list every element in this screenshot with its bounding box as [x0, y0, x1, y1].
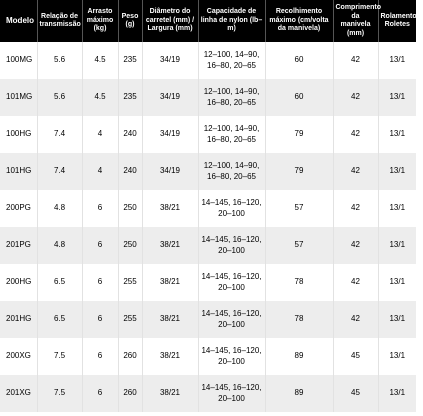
cell-model: 101HG — [0, 153, 37, 190]
cell-spool-size: 38/21 — [142, 338, 198, 375]
cell-handle-length: 42 — [333, 153, 378, 190]
cell-handle-length: 42 — [333, 227, 378, 264]
cell-model: 200PG — [0, 190, 37, 227]
cell-max-drag: 6 — [82, 190, 118, 227]
cell-line-capacity — [198, 227, 265, 264]
cell-handle-length: 42 — [333, 264, 378, 301]
cell-line-capacity — [198, 116, 265, 153]
capacity-line: 20–100 — [218, 245, 245, 255]
cell-model: 201XG — [0, 375, 37, 412]
cell-bearings: 13/1 — [378, 190, 416, 227]
header-gear-ratio: Relação de transmissão — [37, 0, 82, 42]
capacity-line: 16–80, 20–65 — [207, 134, 256, 144]
cell-spool-size: 34/19 — [142, 42, 198, 79]
cell-max-drag: 6 — [82, 227, 118, 264]
cell-gear-ratio: 5.6 — [37, 79, 82, 116]
header-bearings: Rolamentos/ Roletes — [378, 0, 416, 42]
cell-spool-size: 38/21 — [142, 375, 198, 412]
cell-model: 100HG — [0, 116, 37, 153]
cell-gear-ratio: 7.4 — [37, 116, 82, 153]
cell-max-retrieve: 60 — [265, 42, 333, 79]
cell-weight: 260 — [118, 375, 142, 412]
cell-spool-size: 38/21 — [142, 227, 198, 264]
cell-line-capacity — [198, 79, 265, 116]
table-header — [0, 0, 423, 42]
capacity-line: 12–100, 14–90, — [203, 50, 260, 59]
capacity-line: 14–145, 16–120, — [201, 383, 262, 392]
cell-line-capacity — [198, 264, 265, 301]
capacity-line: 12–100, 14–90, — [203, 87, 260, 96]
cell-model: 101MG — [0, 79, 37, 116]
cell-line-capacity — [198, 338, 265, 375]
cell-bearings: 13/1 — [378, 264, 416, 301]
cell-line-capacity — [198, 301, 265, 338]
capacity-line: 20–100 — [218, 282, 245, 292]
cell-handle-length: 42 — [333, 79, 378, 116]
cell-handle-length: 42 — [333, 190, 378, 227]
cell-gear-ratio: 7.4 — [37, 153, 82, 190]
capacity-line: 14–145, 16–120, — [201, 309, 262, 318]
cell-line-capacity — [198, 375, 265, 412]
cell-gear-ratio: 4.8 — [37, 227, 82, 264]
header-line-capacity: Capacidade de linha de nylon (lb–m) — [198, 0, 265, 42]
cell-max-drag: 6 — [82, 301, 118, 338]
capacity-line: 20–100 — [218, 393, 245, 403]
cell-bearings: 13/1 — [378, 153, 416, 190]
cell-gear-ratio: 7.5 — [37, 338, 82, 375]
cell-handle-length: 42 — [333, 116, 378, 153]
cell-spool-size: 38/21 — [142, 301, 198, 338]
cell-handle-length: 45 — [333, 338, 378, 375]
cell-model: 200HG — [0, 264, 37, 301]
table-row — [0, 79, 416, 116]
capacity-line: 16–80, 20–65 — [207, 60, 256, 70]
cell-max-drag: 6 — [82, 264, 118, 301]
header-row — [0, 0, 416, 42]
cell-model: 201PG — [0, 227, 37, 264]
cell-spool-size: 34/19 — [142, 153, 198, 190]
cell-spool-size: 38/21 — [142, 190, 198, 227]
capacity-line: 20–100 — [218, 356, 245, 366]
cell-max-drag: 6 — [82, 338, 118, 375]
cell-bearings: 13/1 — [378, 338, 416, 375]
cell-max-retrieve: 57 — [265, 190, 333, 227]
cell-bearings: 13/1 — [378, 42, 416, 79]
cell-weight: 235 — [118, 42, 142, 79]
cell-line-capacity — [198, 153, 265, 190]
header-handle-length: Comprimento da manivela (mm) — [333, 0, 378, 42]
capacity-line: 14–145, 16–120, — [201, 272, 262, 281]
cell-weight: 240 — [118, 116, 142, 153]
cell-bearings: 13/1 — [378, 301, 416, 338]
table-row — [0, 338, 416, 375]
cell-spool-size: 34/19 — [142, 79, 198, 116]
capacity-line: 20–100 — [218, 208, 245, 218]
capacity-line: 12–100, 14–90, — [203, 124, 260, 133]
capacity-line: 12–100, 14–90, — [203, 161, 260, 170]
table-row — [0, 227, 416, 264]
cell-gear-ratio: 7.5 — [37, 375, 82, 412]
header-weight: Peso (g) — [118, 0, 142, 42]
header-model: Modelo — [0, 0, 37, 42]
header-max-retrieve: Recolhimento máximo (cm/volta da manivela) — [265, 0, 333, 42]
cell-max-drag: 4 — [82, 153, 118, 190]
cell-model: 100MG — [0, 42, 37, 79]
table-row — [0, 42, 416, 79]
cell-handle-length: 45 — [333, 375, 378, 412]
cell-weight: 255 — [118, 264, 142, 301]
cell-line-capacity — [198, 190, 265, 227]
cell-gear-ratio: 5.6 — [37, 42, 82, 79]
cell-spool-size: 34/19 — [142, 116, 198, 153]
cell-weight: 250 — [118, 190, 142, 227]
cell-bearings: 13/1 — [378, 227, 416, 264]
capacity-line: 14–145, 16–120, — [201, 235, 262, 244]
cell-max-drag: 6 — [82, 375, 118, 412]
capacity-line: 14–145, 16–120, — [201, 198, 262, 207]
cell-max-retrieve: 60 — [265, 79, 333, 116]
cell-max-retrieve: 78 — [265, 301, 333, 338]
table-row — [0, 375, 416, 412]
table-row — [0, 301, 416, 338]
cell-weight: 250 — [118, 227, 142, 264]
cell-line-capacity — [198, 42, 265, 79]
cell-max-retrieve: 78 — [265, 264, 333, 301]
table-row — [0, 190, 416, 227]
cell-max-drag: 4.5 — [82, 79, 118, 116]
cell-model: 201HG — [0, 301, 37, 338]
cell-gear-ratio: 6.5 — [37, 264, 82, 301]
cell-max-retrieve: 79 — [265, 153, 333, 190]
cell-weight: 260 — [118, 338, 142, 375]
table-row — [0, 264, 416, 301]
cell-handle-length: 42 — [333, 301, 378, 338]
cell-max-retrieve: 89 — [265, 375, 333, 412]
capacity-line: 16–80, 20–65 — [207, 171, 256, 181]
cell-max-retrieve: 89 — [265, 338, 333, 375]
capacity-line: 16–80, 20–65 — [207, 97, 256, 107]
cell-bearings: 13/1 — [378, 116, 416, 153]
cell-bearings: 13/1 — [378, 79, 416, 116]
table-body — [0, 42, 416, 412]
cell-weight: 240 — [118, 153, 142, 190]
cell-weight: 255 — [118, 301, 142, 338]
cell-bearings: 13/1 — [378, 375, 416, 412]
capacity-line: 20–100 — [218, 319, 245, 329]
cell-model: 200XG — [0, 338, 37, 375]
cell-weight: 235 — [118, 79, 142, 116]
header-max-drag: Arrasto máximo (kg) — [82, 0, 118, 42]
table-row — [0, 116, 416, 153]
header-spool-size: Diâmetro do carretel (mm) / Largura (mm) — [142, 0, 198, 42]
cell-spool-size: 38/21 — [142, 264, 198, 301]
cell-max-retrieve: 79 — [265, 116, 333, 153]
cell-max-drag: 4.5 — [82, 42, 118, 79]
cell-max-drag: 4 — [82, 116, 118, 153]
capacity-line: 14–145, 16–120, — [201, 346, 262, 355]
cell-handle-length: 42 — [333, 42, 378, 79]
cell-gear-ratio: 6.5 — [37, 301, 82, 338]
cell-max-retrieve: 57 — [265, 227, 333, 264]
cell-gear-ratio: 4.8 — [37, 190, 82, 227]
table-row — [0, 153, 416, 190]
